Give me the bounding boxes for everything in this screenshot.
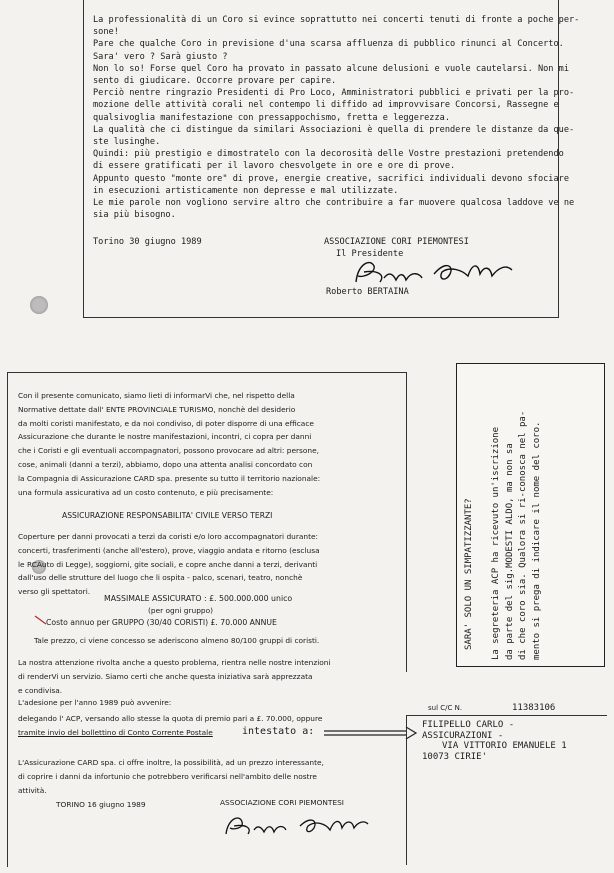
- letter-line: mozione delle attività corali nel contempo li diffido ad improvvisare Concorsi, Rassegne e: [93, 100, 559, 111]
- notice-line: che i Coristi e gli eventuali accompagnatori, possono provocare ad altri: persone,: [18, 446, 319, 456]
- letter-line: Sara' vero ? Sarà giusto ?: [93, 51, 228, 62]
- letter-line: qualsivoglia manifestazione con pressappochismo, fretta e leggerezza.: [93, 112, 450, 123]
- payee-line: VIA VITTORIO EMANUELE 1: [442, 741, 567, 752]
- sidebox-line: da parte del sig.MODESTI ALDO, ma non sa: [504, 443, 515, 660]
- notice-line: Assicurazione che durante le nostre manifestazioni, incontri, ci copra per danni: [18, 432, 312, 442]
- letter-line: Non lo so! Forse quel Coro ha provato in passato alcune delusioni e vuole cautelarsi. Non mi: [93, 63, 569, 74]
- letter-line: Le mie parole non vogliono servire altro che contribuire a far muovere qualcosa laddove ve ne: [93, 198, 575, 209]
- letter-line: sia più bisogno.: [93, 210, 176, 221]
- attention-line: La nostra attenzione rivolta anche a questo problema, rientra nelle nostre intenzioni: [18, 658, 331, 667]
- letter-date: Torino 30 giugno 1989: [93, 237, 202, 247]
- delegation-line: delegando l' ACP, versando allo stesse la quota di premio pari a £. 70.000, oppure: [18, 714, 323, 723]
- coverage-line: le RCAuto di Legge), soggiorni, gite sociali, e copre anche danni a terzi, derivanti: [18, 559, 318, 569]
- notice-line: da molti coristi manifestato, e da noi condiviso, di poter disporre di una efficace: [18, 418, 314, 428]
- arrow-to-payee: [322, 722, 418, 746]
- letter-left-border: [83, 0, 84, 318]
- sidebox-text: [463, 411, 544, 660]
- notice-line: una formula assicurativa ad un costo contenuto, e più precisamente:: [18, 487, 274, 497]
- notice-top-border: [7, 372, 407, 373]
- notice-right-border: [406, 372, 407, 672]
- card-line: di coprire i danni da infortunio che potrebbero verificarsi nell'ambito delle nostre: [18, 771, 317, 781]
- notice-association: ASSOCIAZIONE CORI PIEMONTESI: [220, 798, 344, 807]
- postal-line: tramite invio del bollettino di Conto Corrente Postale: [18, 728, 213, 737]
- card-line: L'Assicurazione CARD spa. ci offre inoltre, la possibilità, ad un prezzo interessante,: [18, 758, 324, 767]
- cost-line: Costo annuo per GRUPPO (30/40 CORISTI) £. 70.000 ANNUE: [46, 618, 277, 627]
- massimale: MASSIMALE ASSICURATO : £. 500.000.000 unico: [104, 594, 293, 603]
- notice-coverage: [18, 530, 320, 599]
- attention-line: di renderVi un servizio. Siamo certi che anche questa iniziativa sarà apprezzata: [18, 671, 313, 681]
- notice-signature: [222, 808, 372, 842]
- coverage-line: concerti, trasferimenti (anche all'estero), prove, viaggio andata e ritorno (esclusa: [18, 545, 320, 555]
- letter-paragraph: [93, 14, 579, 221]
- sidebox-notice: [456, 363, 605, 667]
- notice-card: [18, 756, 324, 797]
- adhesion-line: L'adesione per l'anno 1989 può avvenire:: [18, 698, 172, 707]
- notice-left-border: [7, 372, 8, 867]
- letter-line: di essere gratificati per il lavoro chesvolgete in ore e ore di prove.: [93, 161, 456, 172]
- payee-address: [422, 720, 567, 762]
- notice-date: TORINO 16 giugno 1989: [56, 800, 146, 809]
- payee-line: 10073 CIRIE': [422, 751, 488, 762]
- price-line: Tale prezzo, ci viene concesso se aderiscono almeno 80/100 gruppi di coristi.: [34, 636, 320, 645]
- letter-line: sone!: [93, 27, 119, 38]
- letter-role: Il Presidente: [336, 249, 404, 259]
- letter-line: Quindi: più prestigio e dimostratelo con la decorosità delle Vostre prestazioni pretendendo: [93, 149, 564, 160]
- notice-line: la Compagnia di Assicurazione CARD spa. presente su tutto il territorio nazionale:: [18, 473, 321, 483]
- cc-label: sul C/C N.: [428, 704, 463, 712]
- payee-line: FILIPELLO CARLO -: [422, 720, 515, 730]
- sidebox-line: di che coro sia. Qualora si ri-conosca nel pa-: [518, 410, 529, 660]
- sidebox-heading: SARA' SOLO UN SIMPATIZZANTE?: [464, 498, 474, 650]
- coverage-line: Coperture per danni provocati a terzi da coristi e/o loro accompagnatori durante:: [18, 532, 319, 541]
- letter-line: Pare che qualche Coro in previsione d'una scarsa affluenza di pubblico rinunci al Concerto.: [93, 39, 564, 50]
- sidebox-line: La segreteria ACP ha ricevuto un'iscrizione: [491, 427, 502, 660]
- letter-line: La professionalità di un Coro si evince soprattutto nei concerti tenuti di fronte a poche per-: [93, 15, 580, 25]
- intestato-label: intestato a:: [242, 726, 315, 737]
- letter-signer: Roberto BERTAINA: [326, 287, 409, 297]
- notice-line: Con il presente comunicato, siamo lieti di informarVi che, nel rispetto della: [18, 391, 295, 400]
- letter-line: Perciò nentre ringrazio Presidenti di Pro Loco, Amministratori pubblici e privati per la pro-: [93, 88, 575, 99]
- letter-line: ste lusinghe.: [93, 137, 161, 148]
- letter-association: ASSOCIAZIONE CORI PIEMONTESI: [324, 237, 469, 247]
- notice-intro: [18, 389, 320, 499]
- letter-bottom-border: [83, 317, 559, 318]
- payee-line: ASSICURAZIONI -: [422, 730, 504, 741]
- coverage-line: dall'uso delle strutture del luogo che li ospita - palco, scenari, teatro, nonchè: [18, 573, 303, 583]
- per-group: (per ogni gruppo): [148, 606, 214, 615]
- letter-line: in esecuzioni artisticamente non depresse e mal utilizzate.: [93, 185, 399, 196]
- notice-line: Normative dettate dall' ENTE PROVINCIALE TURISMO, nonchè del desiderio: [18, 404, 296, 414]
- cc-number: 11383106: [512, 703, 556, 713]
- notice-heading: ASSICURAZIONE RESPONSABILITA' CIVILE VERSO TERZI: [62, 511, 273, 520]
- attention-line: e condivisa.: [18, 685, 63, 695]
- card-line: attività.: [18, 785, 47, 795]
- letter-line: sento di giudicare. Occorre provare per capire.: [93, 76, 337, 87]
- notice-attention: [18, 656, 331, 697]
- notice-line: cose, animali (danni a terzi), abbiamo, dopo una attenta analisi concordato con: [18, 459, 313, 469]
- coverage-line: verso gli spettatori.: [18, 587, 91, 597]
- letter-line: Appunto questo "monte ore" di prove, energie creative, sacrifici individuali devono sfociare: [93, 173, 569, 184]
- sidebox-line: mento si prega di indicare il nome del coro.: [531, 421, 542, 660]
- letter-line: La qualità che ci distingue da similari Associazioni è quella di prendere le distanze da que-: [93, 124, 575, 135]
- punch-hole-top: [30, 296, 48, 314]
